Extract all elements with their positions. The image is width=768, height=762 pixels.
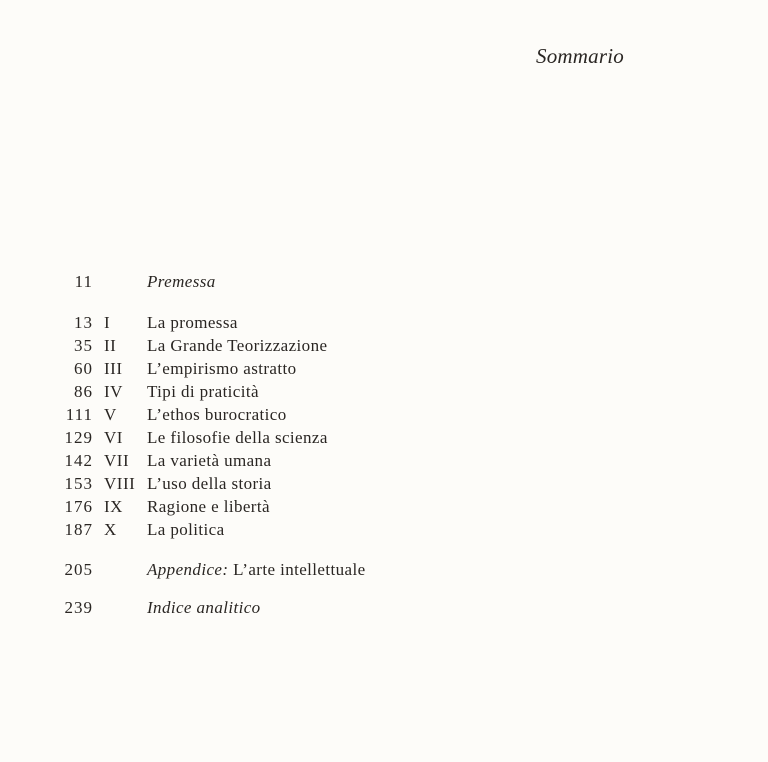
toc-chapter-numeral: VIII [104, 474, 136, 493]
toc-entry-title: La politica [147, 520, 225, 539]
toc-page-number: 111 [65, 405, 93, 424]
toc-entry [0, 495, 768, 519]
toc-page-number: 35 [74, 336, 93, 355]
toc-entry-title: L’ethos burocratico [147, 405, 287, 424]
toc-page-number: 239 [64, 598, 93, 617]
appendice-title: L’arte intellettuale [233, 560, 366, 579]
toc-page-number: 13 [74, 313, 93, 332]
toc-chapter-numeral: VII [104, 451, 130, 470]
toc-entry [0, 334, 768, 358]
toc-chapter-numeral: V [104, 405, 117, 424]
toc-chapter-numeral: I [104, 313, 111, 332]
toc-entry-title: La promessa [147, 313, 238, 332]
toc-entry-title: Tipi di praticità [147, 382, 259, 401]
toc-entry [0, 449, 768, 473]
toc-entry [0, 426, 768, 450]
toc-entry-title: La varietà umana [147, 451, 272, 470]
toc-page-number: 176 [64, 497, 93, 516]
toc-entry [0, 357, 768, 381]
toc-chapter-numeral: IX [104, 497, 123, 516]
toc-entry-indice [0, 596, 768, 620]
toc-page-number: 187 [64, 520, 93, 539]
toc-entry-title: Indice analitico [147, 598, 261, 617]
toc-entry-title: Le filosofie della scienza [147, 428, 328, 447]
appendice-label: Appendice: [147, 560, 229, 579]
toc-chapter-numeral: X [104, 520, 117, 539]
toc-chapter-numeral: IV [104, 382, 123, 401]
toc-page-number: 86 [74, 382, 93, 401]
toc-entry [0, 472, 768, 496]
toc-entry-premessa [0, 270, 768, 294]
toc-entry-title: La Grande Teorizzazione [147, 336, 328, 355]
toc-entry-appendice [0, 558, 768, 582]
toc-page-number: 205 [64, 560, 93, 579]
toc-chapter-numeral: II [104, 336, 117, 355]
toc-chapter-numeral: III [104, 359, 123, 378]
toc-entry [0, 380, 768, 404]
page-title: Sommario [536, 44, 624, 68]
toc-entry [0, 518, 768, 542]
toc-page-number: 153 [64, 474, 93, 493]
toc-entry-title: L’empirismo astratto [147, 359, 297, 378]
toc-entry [0, 403, 768, 427]
toc-entry [0, 311, 768, 335]
toc-page-number: 60 [74, 359, 93, 378]
toc-page-number: 129 [64, 428, 93, 447]
toc-page-number: 142 [64, 451, 93, 470]
toc-page-number: 11 [74, 272, 93, 291]
toc-chapter-numeral: VI [104, 428, 123, 447]
toc-entry-title: L’uso della storia [147, 474, 272, 493]
toc-entry-title: Ragione e libertà [147, 497, 270, 516]
toc-entry-title [147, 558, 366, 582]
toc-entry-title: Premessa [147, 272, 216, 291]
